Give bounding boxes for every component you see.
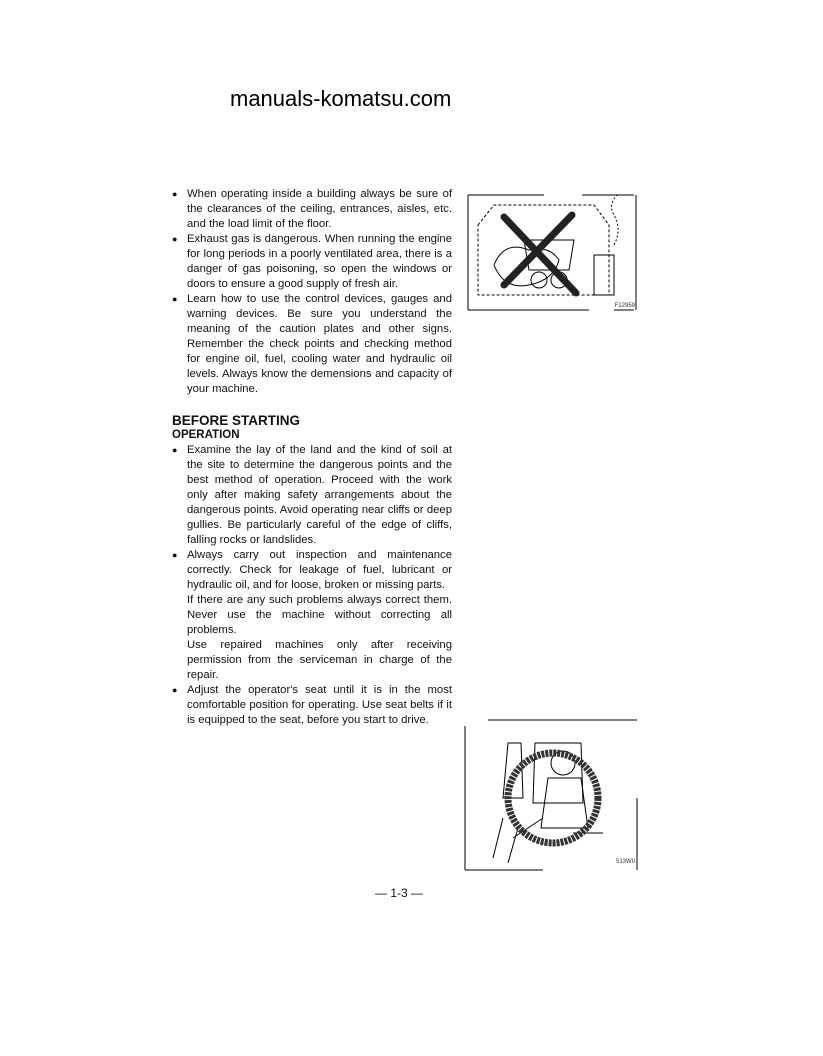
inspection-paragraph-3: Use repaired machines only after receiving permission from the serviceman in charge of the repair. <box>187 639 452 681</box>
bullet-adjust-seat: ● Adjust the operator's seat until it is in the most comfortable position for operating. Use seat belts if it is equipped to the seat, before you start to drive. <box>172 683 452 728</box>
operator-seat-illustration <box>463 718 639 873</box>
bullet-exhaust-gas: ● Exhaust gas is dangerous. When running the engine for long periods in a poorly ventilated area, there is a danger of gas poisoning, so open the windows or doors to ensure a good supply of fresh air. <box>172 232 452 292</box>
figure-exhaust-indoors <box>464 185 639 315</box>
figure-code: 513WII <box>615 859 635 865</box>
bullet-building-clearance: ● When operating inside a building always be sure of the clearances of the ceiling, entrances, aisles, etc. and the load limit of the floor. <box>172 187 452 232</box>
section-subtitle: OPERATION <box>172 429 240 441</box>
exhaust-indoors-illustration <box>464 185 639 315</box>
page-number: — 1-3 — <box>375 886 424 900</box>
text-column <box>172 187 452 728</box>
inspection-paragraph-2: If there are any such problems always correct them. Never use the machine without correcting all problems. <box>187 594 452 636</box>
bullet-inspection: ● Always carry out inspection and maintenance correctly. Check for leakage of fuel, lubricant or hydraulic oil, and for loose, broken or missing parts. <box>172 548 452 593</box>
site-watermark: manuals-komatsu.com <box>230 86 452 111</box>
figure-operator-seat <box>463 718 639 873</box>
bullet-examine-land: ● Examine the lay of the land and the kind of soil at the site to determine the dangerous points and the best method of operation. Proceed with the work only after making safety arrangements about the dangerous points. Avoid operating near cliffs or deep gullies. Be particularly careful of the edge of cliffs, falling rocks or landslides. <box>172 443 452 548</box>
section-title: BEFORE STARTING <box>172 413 300 428</box>
bullet-control-devices: ● Learn how to use the control devices, gauges and warning devices. Be sure you understand the meaning of the caution plates and other signs. Remember the check points and checking method for engine oil, fuel, cooling water and hydraulic oil levels. Always know the demensions and capacity of your machine. <box>172 292 452 397</box>
figure-code: F12959 <box>614 303 635 309</box>
